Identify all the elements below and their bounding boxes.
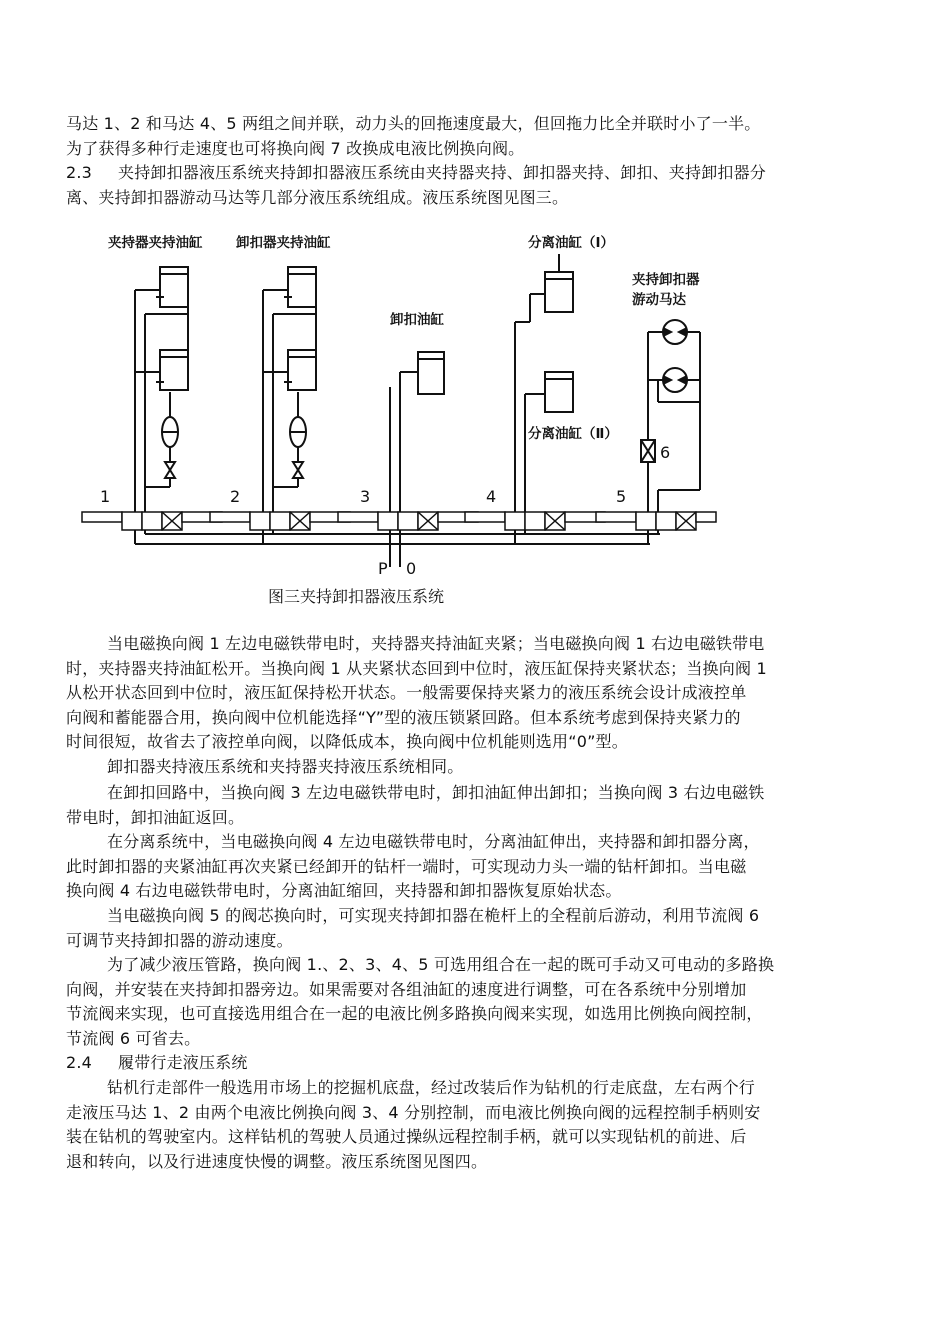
text-line: 时，夹持器夹持油缸松开。当换向阀 1 从夹紧状态回到中位时，液压缸保持夹紧状态；当换向阀 1 — [66, 658, 767, 678]
paragraph — [66, 1076, 891, 1174]
text-line: 带电时，卸扣油缸返回。 — [66, 807, 245, 827]
paragraph — [66, 830, 891, 904]
valve-number: 2 — [230, 487, 241, 506]
paragraph — [66, 632, 891, 755]
text-line: 当电磁换向阀 1 左边电磁铁带电时，夹持器夹持油缸夹紧；当电磁换向阀 1 右边电磁铁带电 — [107, 634, 765, 653]
text-line: 退和转向，以及行进速度快慢的调整。液压系统图见图四。 — [66, 1151, 488, 1171]
valve-number: 3 — [360, 487, 371, 506]
text-line: 在卸扣回路中，当换向阀 3 左边电磁铁带电时，卸扣油缸伸出卸扣；当换向阀 3 右边电磁铁 — [107, 783, 765, 802]
valve-number: 4 — [486, 487, 497, 506]
figure-caption: 图三夹持卸扣器液压系统 — [268, 587, 445, 606]
text-line: 为了减少液压管路，换向阀 1.、2、3、4、5 可选用组合在一起的既可手动又可电动的多路换 — [107, 955, 775, 974]
text-line: 节流阀 6 可省去。 — [66, 1028, 201, 1048]
intro-paragraph — [66, 112, 891, 161]
valve-number: 1 — [100, 487, 111, 506]
text-line: 节流阀来实现，也可直接选用组合在一起的电液比例多路换向阀来实现，如选用比例换向阀控制， — [66, 1004, 763, 1023]
text-line: 卸扣器夹持液压系统和夹持器夹持液压系统相同。 — [107, 757, 464, 776]
label-motor-line1: 夹持卸扣器 — [632, 272, 700, 288]
label-clamp-cylinder: 夹持器夹持油缸 — [108, 235, 203, 251]
text-line: 换向阀 4 右边电磁铁带电时，分离油缸缩回，夹持器和卸扣器恢复原始状态。 — [66, 881, 622, 900]
text-line: 向阀和蓄能器合用，换向阀中位机能选择“Y”型的液压锁紧回路。但本系统考虑到保持夹紧力的 — [66, 707, 741, 727]
valve-number: 5 — [616, 487, 627, 506]
text-line: 马达 1、2 和马达 4、5 两组之间并联，动力头的回拖速度最大，但回拖力比全并联时小了一半。 — [66, 114, 761, 133]
paragraph — [66, 953, 891, 1051]
text-line: 为了获得多种行走速度也可将换向阀 7 改换成电液比例换向阀。 — [66, 138, 525, 158]
text-line: 离、夹持卸扣器游动马达等几部分液压系统组成。液压系统图见图三。 — [66, 187, 569, 207]
text-line: 钻机行走部件一般选用市场上的挖掘机底盘，经过改装后作为钻机的行走底盘，左右两个行 — [107, 1078, 756, 1097]
text-line: 向阀，并安装在夹持卸扣器旁边。如果需要对各组油缸的速度进行调整，可在各系统中分别增加 — [66, 979, 747, 999]
section-title: 履带行走液压系统 — [118, 1053, 248, 1072]
section-number: 2.4 — [66, 1053, 93, 1072]
label-breakout-cylinder: 卸扣油缸 — [390, 312, 444, 328]
port-o-label: 0 — [406, 559, 417, 578]
hydraulic-diagram — [60, 222, 720, 582]
label-motor-line2: 游动马达 — [632, 292, 686, 308]
text-line: 时间很短，故省去了液控单向阀，以降低成本，换向阀中位机能则选用“0”型。 — [66, 732, 628, 751]
section-number: 2.3 — [66, 163, 93, 182]
label-separation-cylinder-1: 分离油缸（Ⅰ） — [528, 235, 615, 251]
text-line: 此时卸扣器的夹紧油缸再次夹紧已经卸开的钻杆一端时，可实现动力头一端的钻杆卸扣。当电磁 — [66, 856, 747, 876]
label-separation-cylinder-2: 分离油缸（Ⅱ） — [528, 426, 618, 442]
throttle-number: 6 — [660, 443, 671, 462]
text-line: 走液压马达 1、2 由两个电液比例换向阀 3、4 分别控制，而电液比例换向阀的远程控制手柄则安 — [66, 1102, 761, 1122]
paragraph — [66, 904, 891, 953]
text-line: 装在钻机的驾驶室内。这样钻机的驾驶人员通过操纵远程控制手柄，就可以实现钻机的前进、后 — [66, 1127, 747, 1146]
section-2-3 — [66, 161, 891, 210]
text-line: 可调节夹持卸扣器的游动速度。 — [66, 930, 293, 950]
text-line: 在分离系统中，当电磁换向阀 4 左边电磁铁带电时，分离油缸伸出，夹持器和卸扣器分离， — [107, 832, 760, 851]
text-line: 夹持卸扣器液压系统夹持卸扣器液压系统由夹持器夹持、卸扣器夹持、卸扣、夹持卸扣器分 — [118, 163, 767, 182]
paragraph — [66, 755, 891, 780]
port-p-label: P — [378, 559, 388, 578]
paragraph — [66, 781, 891, 830]
text-line: 从松开状态回到中位时，液压缸保持松开状态。一般需要保持夹紧力的液压系统会设计成液控单 — [66, 683, 747, 702]
text-line: 当电磁换向阀 5 的阀芯换向时，可实现夹持卸扣器在桅杆上的全程前后游动，利用节流阀 6 — [107, 906, 760, 925]
label-breakout-clamp-cylinder: 卸扣器夹持油缸 — [236, 235, 331, 251]
section-2-4-heading — [66, 1051, 891, 1076]
